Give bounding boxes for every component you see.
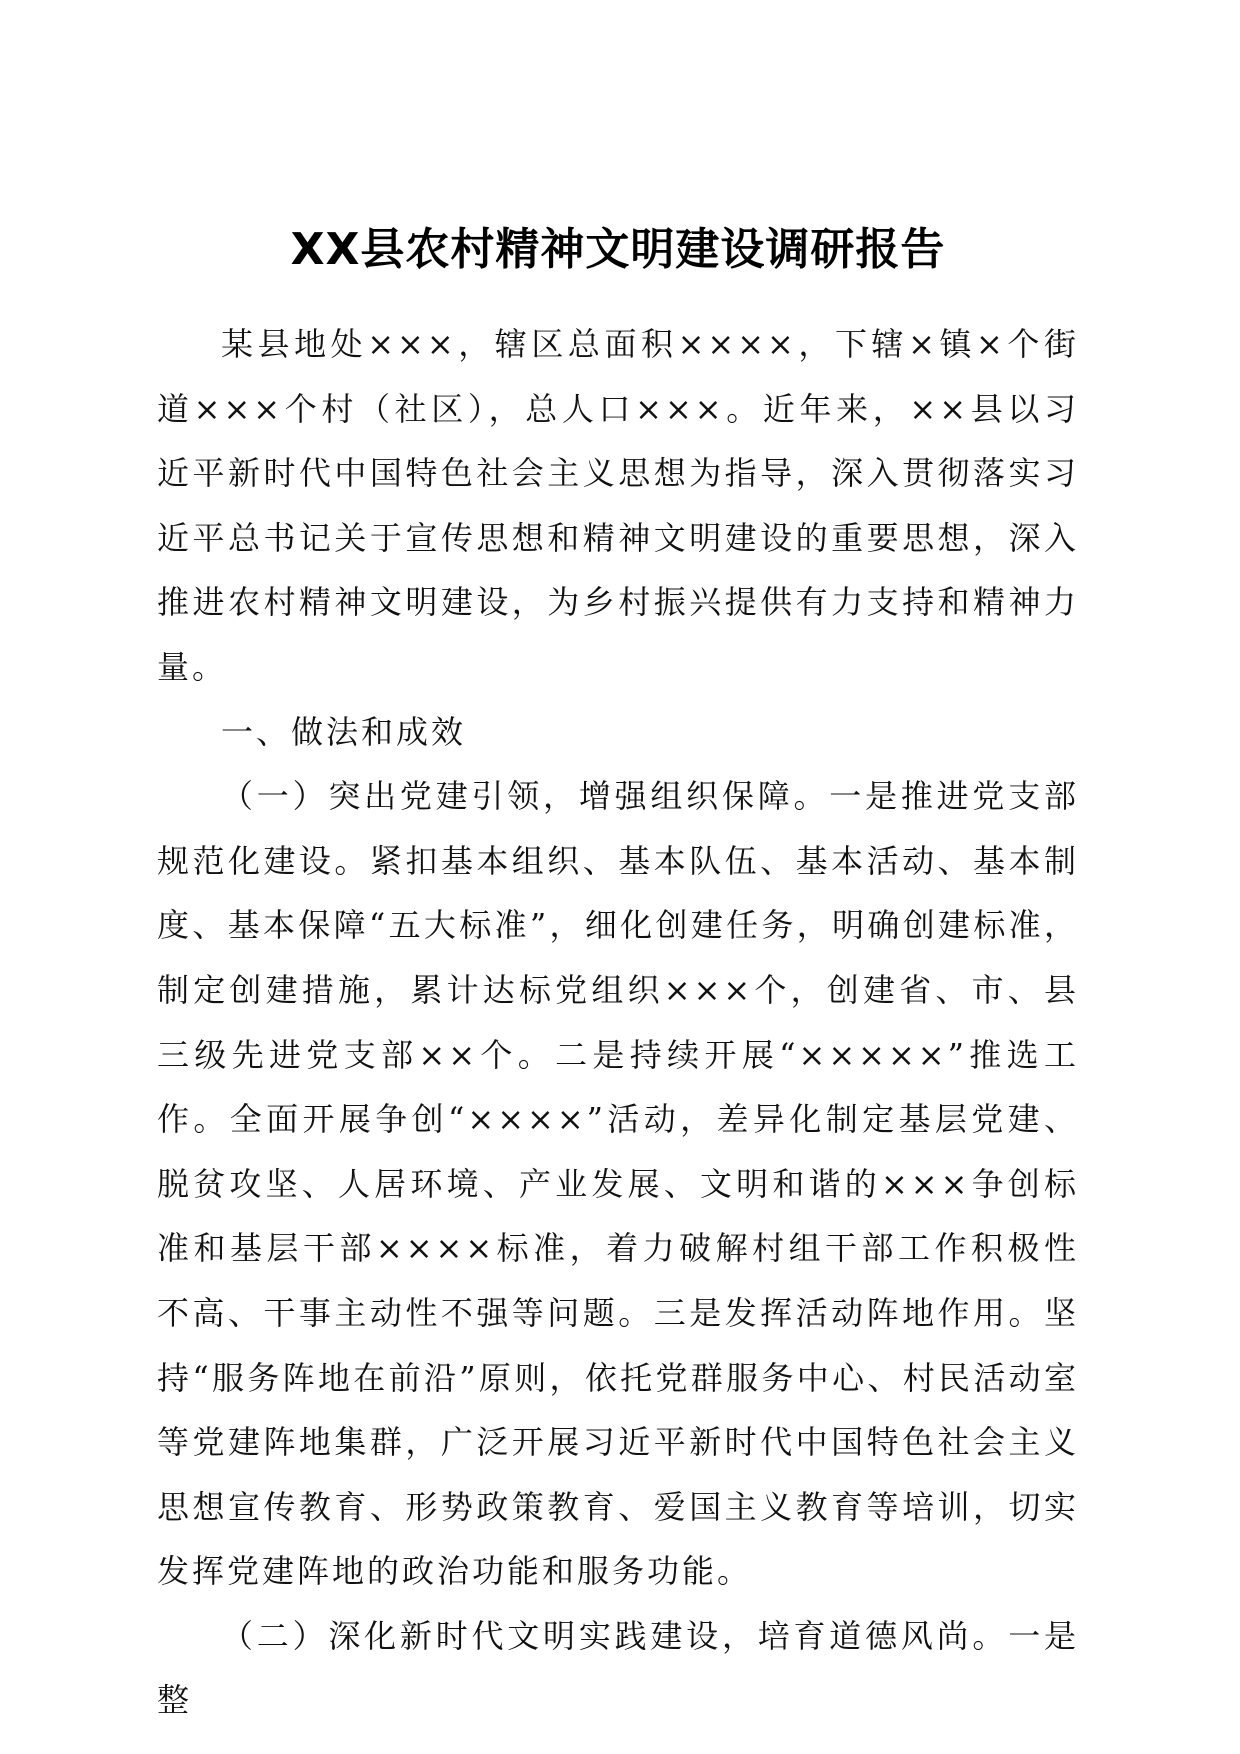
document-body <box>157 222 1079 1733</box>
subsection-paragraph-1: （一）突出党建引领，增强组织保障。一是推进党支部规范化建设。紧扣基本组织、基本队伍、基本活动、基本制度、基本保障“五大标准”，细化创建任务，明确创建标准，制定创建措施，累计达标党组织×××个，创建省、市、县三级先进党支部××个。二是持续开展“×××××”推选工作。全面开展争创“××××”活动，差异化制定基层党建、脱贫攻坚、人居环境、产业发展、文明和谐的×××争创标准和基层干部××××标准，着力破解村组干部工作积极性不高、干事主动性不强等问题。三是发挥活动阵地作用。坚持“服务阵地在前沿”原则，依托党群服务中心、村民活动室等党建阵地集群，广泛开展习近平新时代中国特色社会主义思想宣传教育、形势政策教育、爱国主义教育等培训，切实发挥党建阵地的政治功能和服务功能。 <box>157 777 1079 1591</box>
document-title: XX县农村精神文明建设调研报告 <box>290 224 946 275</box>
section-heading-1: 一、做法和成效 <box>221 712 467 751</box>
intro-paragraph: 某县地处×××，辖区总面积××××，下辖×镇×个街道×××个村（社区），总人口×××。近年来，××县以习近平新时代中国特色社会主义思想为指导，深入贯彻落实习近平总书记关于宣传思想和精神文明建设的重要思想，深入推进农村精神文明建设，为乡村振兴提供有力支持和精神力量。 <box>157 325 1079 686</box>
subsection-paragraph-2: （二）深化新时代文明实践建设，培育道德风尚。一是整 <box>157 1616 1079 1720</box>
